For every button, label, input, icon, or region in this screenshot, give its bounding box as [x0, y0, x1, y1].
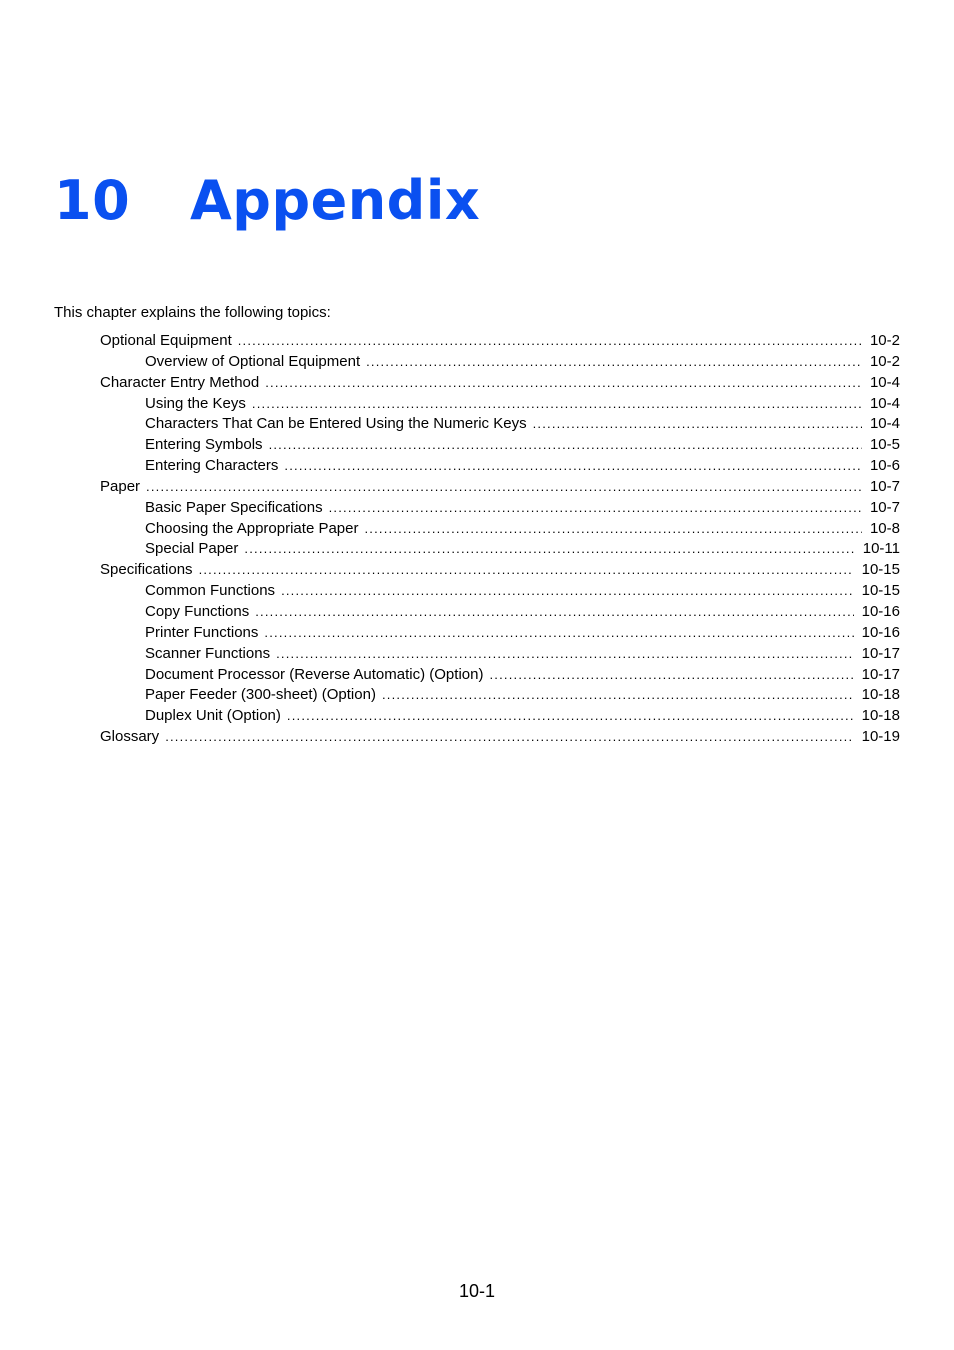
toc-dot-leader: [265, 373, 862, 394]
toc-dot-leader: [238, 331, 862, 352]
toc-entry[interactable]: [100, 373, 900, 394]
toc-entry[interactable]: [100, 727, 900, 748]
toc-entry[interactable]: [100, 685, 900, 706]
toc-entry-title[interactable]: Basic Paper Specifications: [145, 498, 323, 516]
toc-entry-title[interactable]: Document Processor (Reverse Automatic) (Option): [145, 665, 484, 683]
toc-dot-leader: [489, 665, 853, 686]
toc-entry-page[interactable]: 10-2: [869, 352, 900, 370]
toc-dot-leader: [276, 644, 854, 665]
toc-dot-leader: [264, 623, 853, 644]
toc-entry-title[interactable]: Common Functions: [145, 582, 276, 600]
toc-dot-leader: [146, 477, 862, 498]
toc-entry-title[interactable]: Duplex Unit (Option): [145, 707, 281, 725]
toc-entry[interactable]: [100, 581, 900, 602]
toc-entry-page[interactable]: 10-18: [861, 686, 900, 704]
toc-entry-title[interactable]: Entering Characters: [145, 457, 279, 475]
toc-entry-page[interactable]: 10-6: [869, 457, 900, 475]
toc-dot-leader: [364, 519, 861, 540]
toc-entry-title[interactable]: Special Paper: [145, 540, 239, 558]
toc-entry-page[interactable]: 10-11: [862, 540, 900, 558]
toc-entry-page[interactable]: 10-15: [861, 561, 900, 579]
toc-entry-title[interactable]: Entering Symbols: [145, 436, 263, 454]
toc-entry[interactable]: [100, 331, 900, 352]
toc-dot-leader: [284, 456, 862, 477]
toc-entry[interactable]: [100, 519, 900, 540]
chapter-number: 10: [54, 169, 131, 232]
toc-entry[interactable]: [100, 602, 900, 623]
intro-text: This chapter explains the following topics:: [54, 304, 331, 321]
toc-entry[interactable]: [100, 394, 900, 415]
toc-entry-title[interactable]: Specifications: [100, 561, 193, 579]
toc-entry-page[interactable]: 10-8: [869, 519, 900, 537]
toc-entry[interactable]: [100, 498, 900, 519]
toc-entry-page[interactable]: 10-17: [861, 665, 900, 683]
toc-entry-title[interactable]: Scanner Functions: [145, 644, 271, 662]
toc-entry-title[interactable]: Overview of Optional Equipment: [145, 352, 361, 370]
toc-entry-page[interactable]: 10-16: [861, 623, 900, 641]
toc-dot-leader: [269, 435, 862, 456]
toc-entry-page[interactable]: 10-15: [861, 582, 900, 600]
chapter-heading: [54, 166, 480, 236]
toc-entry-title[interactable]: Paper: [100, 477, 141, 495]
toc-entry[interactable]: [100, 414, 900, 435]
toc-entry-title[interactable]: Paper Feeder (300-sheet) (Option): [145, 686, 376, 704]
toc-entry-page[interactable]: 10-7: [869, 477, 900, 495]
toc-dot-leader: [366, 352, 862, 373]
toc-entry-page[interactable]: 10-16: [861, 602, 900, 620]
toc-entry-page[interactable]: 10-17: [861, 644, 900, 662]
table-of-contents: [100, 331, 900, 748]
toc-entry-title[interactable]: Copy Functions: [145, 602, 250, 620]
toc-entry-page[interactable]: 10-4: [869, 415, 900, 433]
toc-entry-page[interactable]: 10-2: [869, 332, 900, 349]
toc-dot-leader: [287, 706, 854, 727]
toc-entry-page[interactable]: 10-18: [861, 707, 900, 725]
toc-entry-title[interactable]: Choosing the Appropriate Paper: [145, 519, 359, 537]
toc-dot-leader: [382, 685, 854, 706]
toc-entry-title[interactable]: Characters That Can be Entered Using the Numeric Keys: [145, 415, 527, 433]
toc-entry[interactable]: [100, 623, 900, 644]
toc-dot-leader: [533, 414, 862, 435]
page-number: 10-1: [458, 1281, 496, 1301]
toc-entry[interactable]: [100, 706, 900, 727]
toc-dot-leader: [329, 498, 862, 519]
toc-entry-title[interactable]: Character Entry Method: [100, 373, 260, 391]
toc-dot-leader: [281, 581, 854, 602]
toc-entry-page[interactable]: 10-19: [861, 728, 900, 746]
toc-entry[interactable]: [100, 665, 900, 686]
toc-entry-title[interactable]: Optional Equipment: [100, 332, 232, 349]
toc-entry[interactable]: [100, 352, 900, 373]
toc-entry-title[interactable]: Using the Keys: [145, 394, 246, 412]
toc-dot-leader: [255, 602, 853, 623]
toc-entry-page[interactable]: 10-4: [869, 373, 900, 391]
toc-dot-leader: [252, 394, 862, 415]
toc-dot-leader: [244, 539, 854, 560]
toc-entry[interactable]: [100, 539, 900, 560]
toc-entry-page[interactable]: 10-7: [869, 498, 900, 516]
toc-entry[interactable]: [100, 477, 900, 498]
toc-dot-leader: [199, 560, 854, 581]
toc-entry-page[interactable]: 10-4: [869, 394, 900, 412]
toc-entry-page[interactable]: 10-5: [869, 436, 900, 454]
toc-entry-title[interactable]: Printer Functions: [145, 623, 259, 641]
toc-entry-title[interactable]: Glossary: [100, 728, 160, 746]
toc-entry[interactable]: [100, 644, 900, 665]
toc-entry[interactable]: [100, 456, 900, 477]
chapter-title: Appendix: [190, 169, 481, 232]
toc-dot-leader: [165, 727, 853, 748]
toc-entry[interactable]: [100, 560, 900, 581]
toc-entry[interactable]: [100, 435, 900, 456]
